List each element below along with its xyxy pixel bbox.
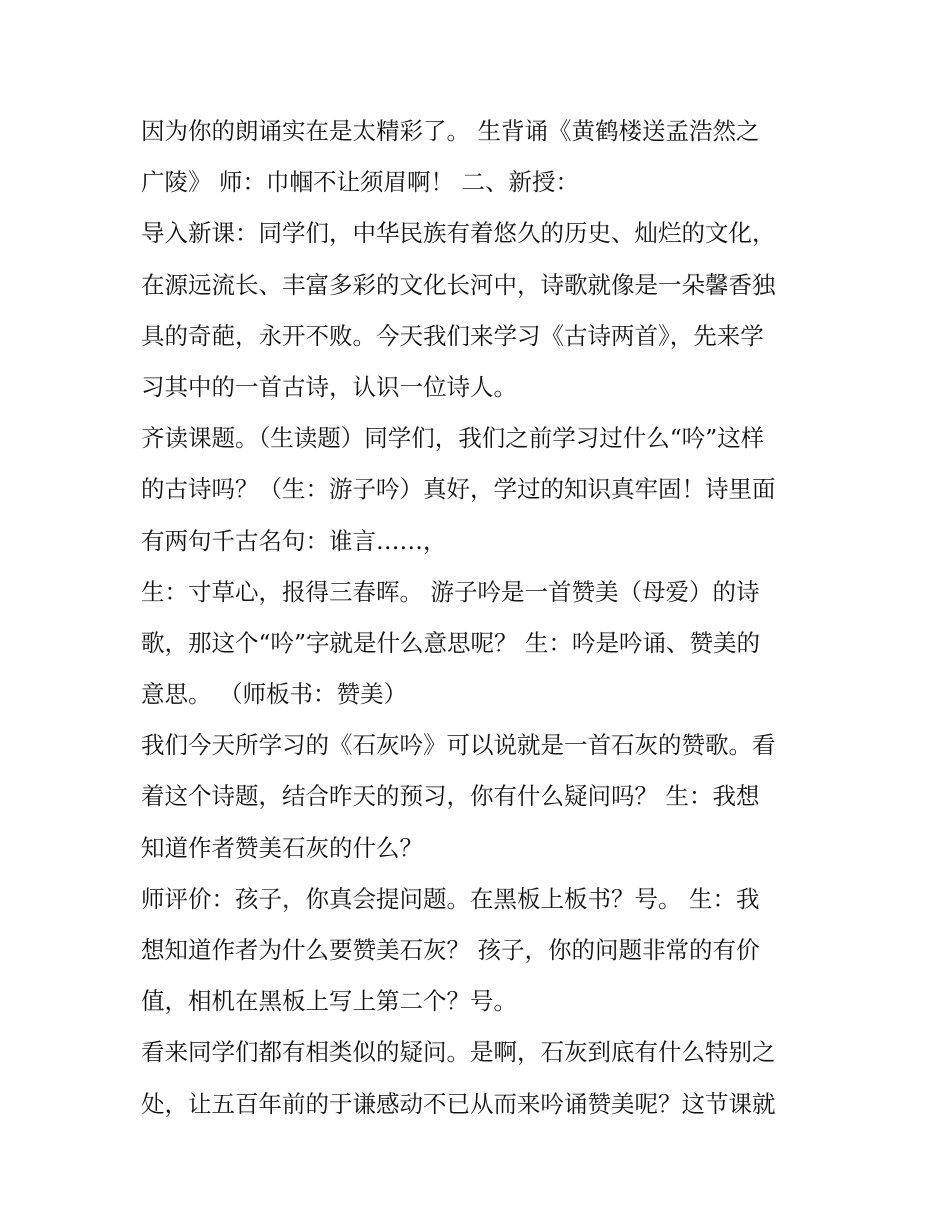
text-line: 意思。 （师板书：赞美）: [141, 680, 407, 709]
text-line: 因为你的朗诵实在是太精彩了。 生背诵《黄鹤楼送孟浩然之: [141, 117, 760, 145]
text-line: 着这个诗题，结合昨天的预习，你有什么疑问吗？ 生：我想: [141, 782, 760, 811]
text-line: 值，相机在黑板上写上第二个？号。: [141, 987, 517, 1016]
text-line: 齐读课题。（生读题）同学们，我们之前学习过什么“吟”这样: [141, 424, 765, 453]
text-line: 导入新课：同学们，中华民族有着悠久的历史、灿烂的文化，: [141, 219, 776, 248]
text-line: 有两句千古名句：谁言……，: [141, 526, 447, 555]
text-line: 我们今天所学习的《石灰吟》可以说就是一首石灰的赞歌。看: [141, 731, 776, 760]
text-line: 习其中的一首古诗，认识一位诗人。: [141, 372, 517, 401]
text-line: 处，让五百年前的于谦感动不已从而来吟诵赞美呢？这节课就: [141, 1089, 776, 1118]
document-body: [141, 106, 821, 1130]
text-line: 的古诗吗？（生：游子吟）真好，学过的知识真牢固！诗里面: [141, 475, 776, 504]
text-line: 知道作者赞美石灰的什么？: [141, 833, 423, 862]
text-line: 生：寸草心，报得三春晖。 游子吟是一首赞美（母爱）的诗: [141, 577, 760, 606]
text-line: 广陵》 师：巾帼不让须眉啊！ 二、新授：: [141, 168, 579, 197]
text-line: 想知道作者为什么要赞美石灰？ 孩子，你的问题非常的有价: [141, 936, 760, 964]
text-line: 在源远流长、丰富多彩的文化长河中，诗歌就像是一朵馨香独: [141, 270, 776, 299]
text-line: 师评价：孩子，你真会提问题。在黑板上板书？号。 生：我: [141, 884, 760, 913]
text-line: 歌，那这个“吟”字就是什么意思呢？ 生：吟是吟诵、赞美的: [141, 628, 760, 657]
text-line: 看来同学们都有相类似的疑问。是啊，石灰到底有什么特别之: [141, 1038, 776, 1067]
text-line: 具的奇葩，永开不败。今天我们来学习《古诗两首》，先来学: [141, 321, 764, 350]
